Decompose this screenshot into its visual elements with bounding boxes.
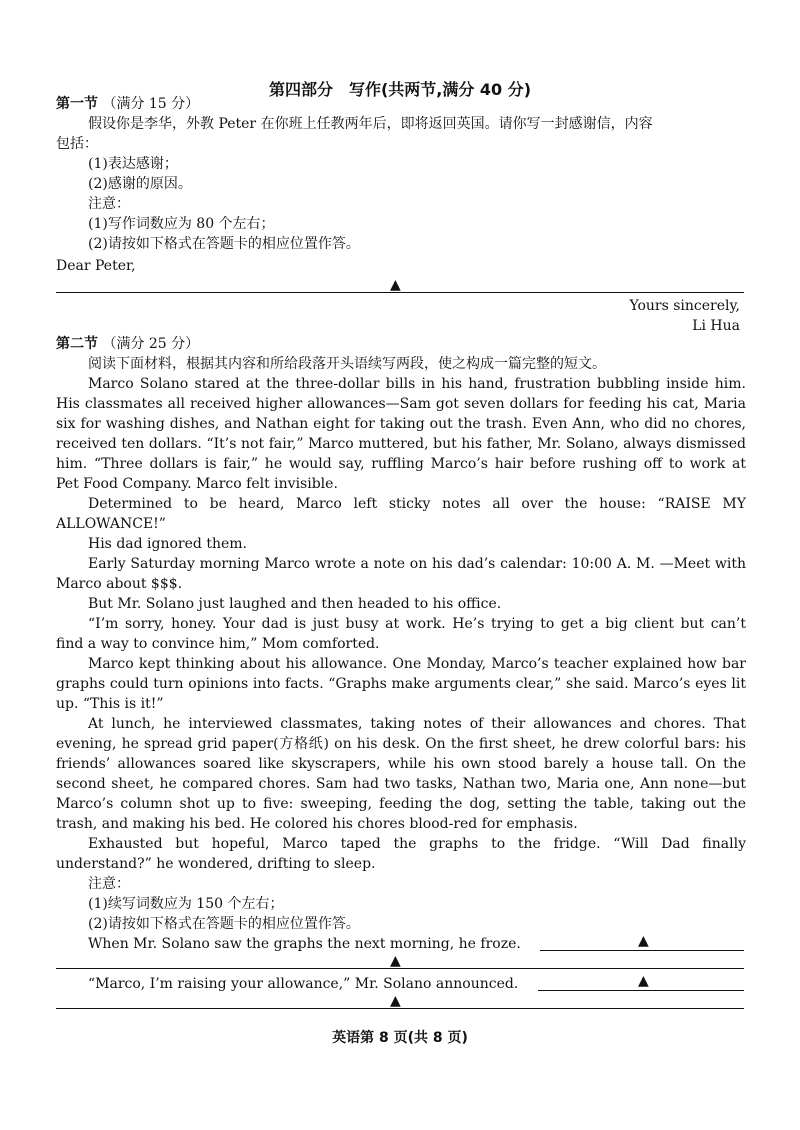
answer-line — [56, 292, 744, 293]
story-line: Pet Food Company. Marco felt invisible. — [56, 476, 338, 492]
letter-greeting: Dear Peter, — [56, 258, 136, 274]
story-line: His dad ignored them. — [88, 536, 247, 552]
letter-signature: Li Hua — [692, 318, 740, 334]
story-line: Marco’s column shot up to five: sweeping, feeding the dog, setting the table, taking out the — [56, 796, 746, 812]
section2-instruction: 阅读下面材料，根据其内容和所给段落开头语续写两段，使之构成一篇完整的短文。 — [88, 356, 606, 372]
para1-blank-line — [540, 950, 744, 951]
story-line: understand?” he wondered, drifting to sleep. — [56, 856, 376, 872]
story-line: trash, and making his bed. He colored his chores blood-red for emphasis. — [56, 816, 578, 832]
section2-score: （满分 25 分） — [102, 336, 200, 352]
para2-triangle-icon-2: ▲ — [390, 993, 401, 1009]
story-line: At lunch, he interviewed classmates, taking notes of their allowances and chores. That — [88, 716, 746, 732]
para1-answer-line — [56, 968, 744, 969]
section1-note-2: (2)请按如下格式在答题卡的相应位置作答。 — [88, 236, 360, 252]
story-line: second sheet, he compared chores. Sam had two tasks, Nathan two, Maria one, Ann none—but — [56, 776, 746, 792]
story-line: up. “This is it!” — [56, 696, 164, 712]
section1-prompt-line1: 假设你是李华，外教 Peter 在你班上任教两年后，即将返回英国。请你写一封感谢信，内容 — [88, 116, 653, 132]
section2-header — [56, 334, 746, 354]
letter-closing: Yours sincerely, — [629, 298, 740, 314]
story-line: Marco about $$$. — [56, 576, 183, 592]
para2-answer-line — [56, 1008, 744, 1009]
story-line: received ten dollars. “It’s not fair,” Marco muttered, but his father, Mr. Solano, always dismissed — [56, 436, 746, 452]
story-line: His classmates all received higher allowances—Sam got seven dollars for feeding his cat, Maria — [56, 396, 746, 412]
para2-triangle-icon: ▲ — [638, 973, 649, 989]
answer-triangle-icon: ▲ — [390, 277, 401, 293]
para2-blank-line — [538, 990, 744, 991]
story-line: Determined to be heard, Marco left sticky notes all over the house: “RAISE MY — [88, 496, 746, 512]
para1-triangle-icon: ▲ — [638, 933, 649, 949]
story-line: Marco Solano stared at the three-dollar bills in his hand, frustration bubbling inside him. — [88, 376, 746, 392]
section2-note-label: 注意： — [88, 876, 130, 892]
story-line: Marco kept thinking about his allowance. One Monday, Marco’s teacher explained how bar — [88, 656, 746, 672]
section2-heading: 第二节 — [56, 336, 98, 352]
section1-header — [56, 94, 746, 114]
section1-note-1: (1)写作词数应为 80 个左右； — [88, 216, 275, 232]
story-line: evening, he spread grid paper(方格纸) on his desk. On the first sheet, he drew colorful bars: his — [56, 736, 746, 752]
story-line: Early Saturday morning Marco wrote a note on his dad’s calendar: 10:00 A. M. —Meet with — [88, 556, 746, 572]
section1-score: （满分 15 分） — [102, 96, 200, 112]
part-title: 第四部分 写作(共两节,满分 40 分) — [268, 80, 532, 99]
page-footer: 英语第 8 页(共 8 页) — [332, 1030, 468, 1046]
section1-point-1: (1)表达感谢； — [88, 156, 178, 172]
section2-note-1: (1)续写词数应为 150 个左右； — [88, 896, 284, 912]
story-line: friends’ allowances soared like skyscrapers, while his own stood barely a house tall. On the — [56, 756, 746, 772]
story-line: find a way to convince him,” Mom comforted. — [56, 636, 380, 652]
story-line: ALLOWANCE!” — [56, 516, 166, 532]
section1-prompt-line2: 包括： — [56, 136, 98, 152]
story-line: “I’m sorry, honey. Your dad is just busy at work. He’s trying to get a big client but can’t — [88, 616, 746, 632]
story-line: six for washing dishes, and Nathan eight for taking out the trash. Even Ann, who did no chores, — [56, 416, 746, 432]
section2-note-2: (2)请按如下格式在答题卡的相应位置作答。 — [88, 916, 360, 932]
para1-triangle-icon-2: ▲ — [390, 953, 401, 969]
para2-opening: “Marco, I’m raising your allowance,” Mr. Solano announced. — [88, 976, 519, 992]
story-line: Exhausted but hopeful, Marco taped the graphs to the fridge. “Will Dad finally — [88, 836, 746, 852]
story-line: him. “Three dollars is fair,” he would say, ruffling Marco’s hair before rushing off to work at — [56, 456, 746, 472]
section1-heading: 第一节 — [56, 96, 98, 112]
story-line: graphs could turn opinions into facts. “Graphs make arguments clear,” she said. Marco’s eyes lit — [56, 676, 746, 692]
story-line: But Mr. Solano just laughed and then headed to his office. — [88, 596, 502, 612]
section1-point-2: (2)感谢的原因。 — [88, 176, 192, 192]
section1-note-label: 注意： — [88, 196, 130, 212]
para1-opening: When Mr. Solano saw the graphs the next morning, he froze. — [88, 936, 521, 952]
